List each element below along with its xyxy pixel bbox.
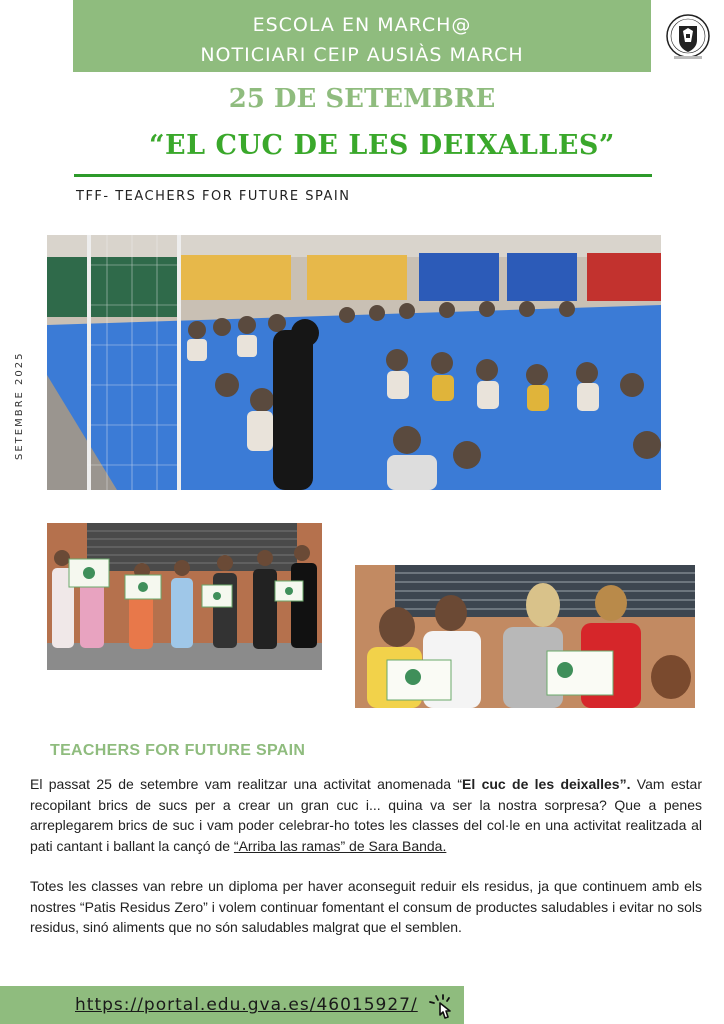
activity-name: El cuc de les deixalles”. [462,776,631,792]
title-divider [74,174,652,177]
subtitle: TFF- TEACHERS FOR FUTURE SPAIN [76,189,351,204]
school-crest-logo [664,12,712,62]
section-heading: TEACHERS FOR FUTURE SPAIN [50,742,306,759]
paragraph-1-intro: El passat 25 de setembre vam realitzar una activitat anomenada “ [30,776,463,792]
main-photo-illustration [47,235,661,490]
header-band [73,0,651,72]
pointer-click-icon [428,993,458,1021]
header-line-2: NOTICIARI CEIP AUSIÀS MARCH [200,44,524,66]
article-body [30,774,702,938]
group-diplomas-photo [47,523,322,670]
group-photo-illustration [47,523,322,670]
date-title: 25 DE SETEMBRE [228,84,496,114]
four-children-photo [355,565,695,708]
school-portal-link[interactable]: https://portal.edu.gva.es/46015927/ [75,995,418,1015]
main-photo [47,235,661,490]
four-children-illustration [355,565,695,708]
song-link[interactable]: “Arriba las ramas” de Sara Banda. [233,837,447,854]
main-title: “EL CUC DE LES DEIXALLES” [149,130,615,161]
article-paragraph-1 [30,774,702,856]
paragraph-1-body: Vam estar recopilant brics de sucs per a crear un gran cuc i... quina va ser la nostra sorpresa? Que a penes arreplegarem brics de suc i vam poder celebrar-ho totes les classes del col·le en una activitat realitzada al pati cantant i ballant la cançó de [30,776,702,854]
article-paragraph-2: Totes les classes van rebre un diploma per haver aconseguit reduir els residus, ja que continuem amb els nostres “Patis Residus Zero” i volem continuar fomentant el consum de productes saludables i evitar no sols residus, sinó aliments que no són saludables malgrat que el semblen. [30,878,702,935]
side-date: SETEMBRE 2025 [14,351,25,460]
header-line-1: ESCOLA EN MARCH@ [252,14,472,36]
